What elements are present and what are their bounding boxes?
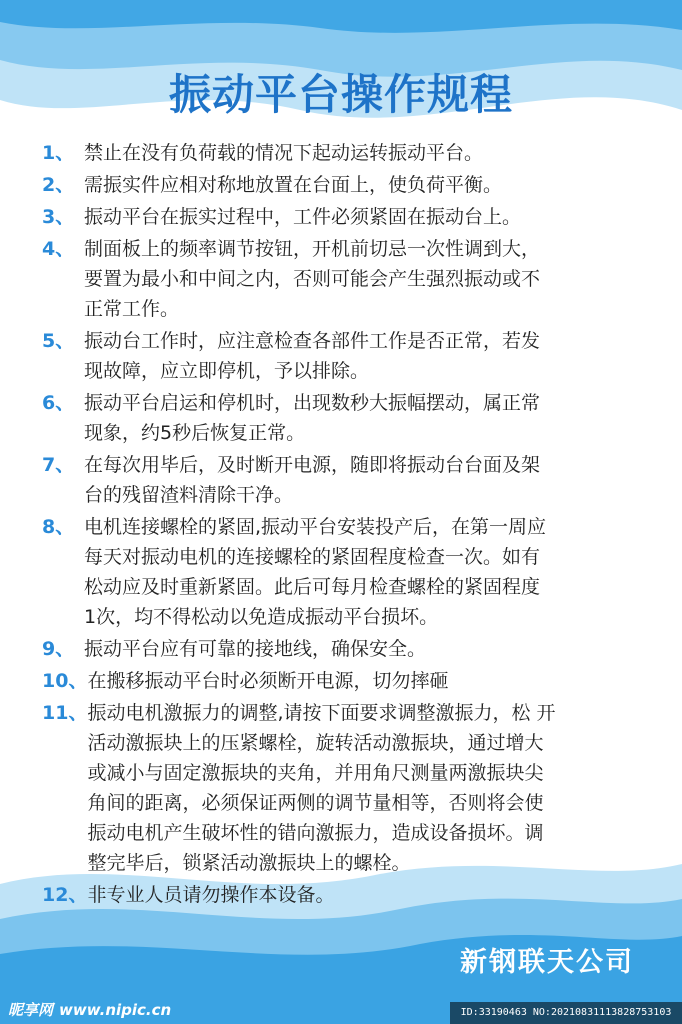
- rule-number: 10、: [42, 670, 88, 692]
- rule-number: 11、: [42, 702, 88, 724]
- rule-text: 需振实件应相对称地放置在台面上，使负荷平衡。: [84, 174, 503, 196]
- rule-text: 在每次用毕后，及时断开电源，随即将振动台台面及架 台的残留渣料清除干净。: [84, 454, 541, 506]
- rule-text: 在搬移振动平台时必须断开电源，切勿摔砸: [87, 670, 449, 692]
- list-item: [42, 634, 642, 664]
- rule-text: 振动平台启运和停机时，出现数秒大振幅摆动，属正常 现象，约5秒后恢复正常。: [84, 392, 541, 444]
- rule-text: 振动电机激振力的调整,请按下面要求调整激振力，松 开 活动激振块上的压紧螺栓，旋转活动激振块，通过增大 或减小与固定激振块的夹角，并用角尺测量两激振块尖 角间的距离，必须保证两侧的调节量相等，否则将会使 振动电机产生破坏性的错向激振力，造成设备损坏。调 整完毕后，锁紧活动激振块上的螺栓。: [87, 702, 556, 874]
- rule-number: 7、: [42, 454, 75, 476]
- rule-text: 禁止在没有负荷载的情况下起动运转振动平台。: [84, 142, 484, 164]
- rule-number: 1、: [42, 142, 75, 164]
- list-item: [42, 326, 642, 386]
- company-name: 新钢联天公司: [460, 947, 634, 978]
- list-item: [42, 202, 642, 232]
- list-item: [42, 450, 642, 510]
- list-item: [42, 666, 642, 696]
- rule-text: 振动台工作时，应注意检查各部件工作是否正常，若发 现故障，应立即停机，予以排除。: [84, 330, 541, 382]
- rule-number: 4、: [42, 238, 75, 260]
- list-item: [42, 170, 642, 200]
- rule-number: 12、: [42, 884, 88, 906]
- rule-number: 3、: [42, 206, 75, 228]
- image-id-line: ID:33190463 NO:20210831113828753103: [450, 1002, 682, 1024]
- rule-number: 5、: [42, 330, 75, 352]
- list-item: [42, 234, 642, 324]
- rule-text: 电机连接螺栓的紧固,振动平台安装投产后，在第一周应 每天对振动电机的连接螺栓的紧固程度检查一次。如有 松动应及时重新紧固。此后可每月检查螺栓的紧固程度 1次，均不得松动以免造成振动平台损坏。: [84, 516, 547, 628]
- list-item: [42, 698, 642, 878]
- list-item: [42, 880, 642, 910]
- rule-number: 9、: [42, 638, 75, 660]
- watermark-logo: 昵享网: [8, 1001, 54, 1019]
- list-item: [42, 388, 642, 448]
- watermark-url[interactable]: www.nipic.cn: [59, 1001, 172, 1019]
- rule-text: 制面板上的频率调节按钮，开机前切忌一次性调到大， 要置为最小和中间之内，否则可能会产生强烈振动或不 正常工作。: [84, 238, 541, 320]
- list-item: [42, 512, 642, 632]
- list-item: [42, 138, 642, 168]
- rule-number: 6、: [42, 392, 75, 414]
- page-title: 振动平台操作规程: [168, 70, 513, 119]
- rule-number: 2、: [42, 174, 75, 196]
- rule-text: 振动平台应有可靠的接地线，确保安全。: [84, 638, 427, 660]
- rules-list: [42, 138, 642, 912]
- rule-text: 振动平台在振实过程中，工件必须紧固在振动台上。: [84, 206, 522, 228]
- rule-text: 非专业人员请勿操作本设备。: [87, 884, 335, 906]
- rule-number: 8、: [42, 516, 75, 538]
- site-watermark[interactable]: [8, 999, 171, 1020]
